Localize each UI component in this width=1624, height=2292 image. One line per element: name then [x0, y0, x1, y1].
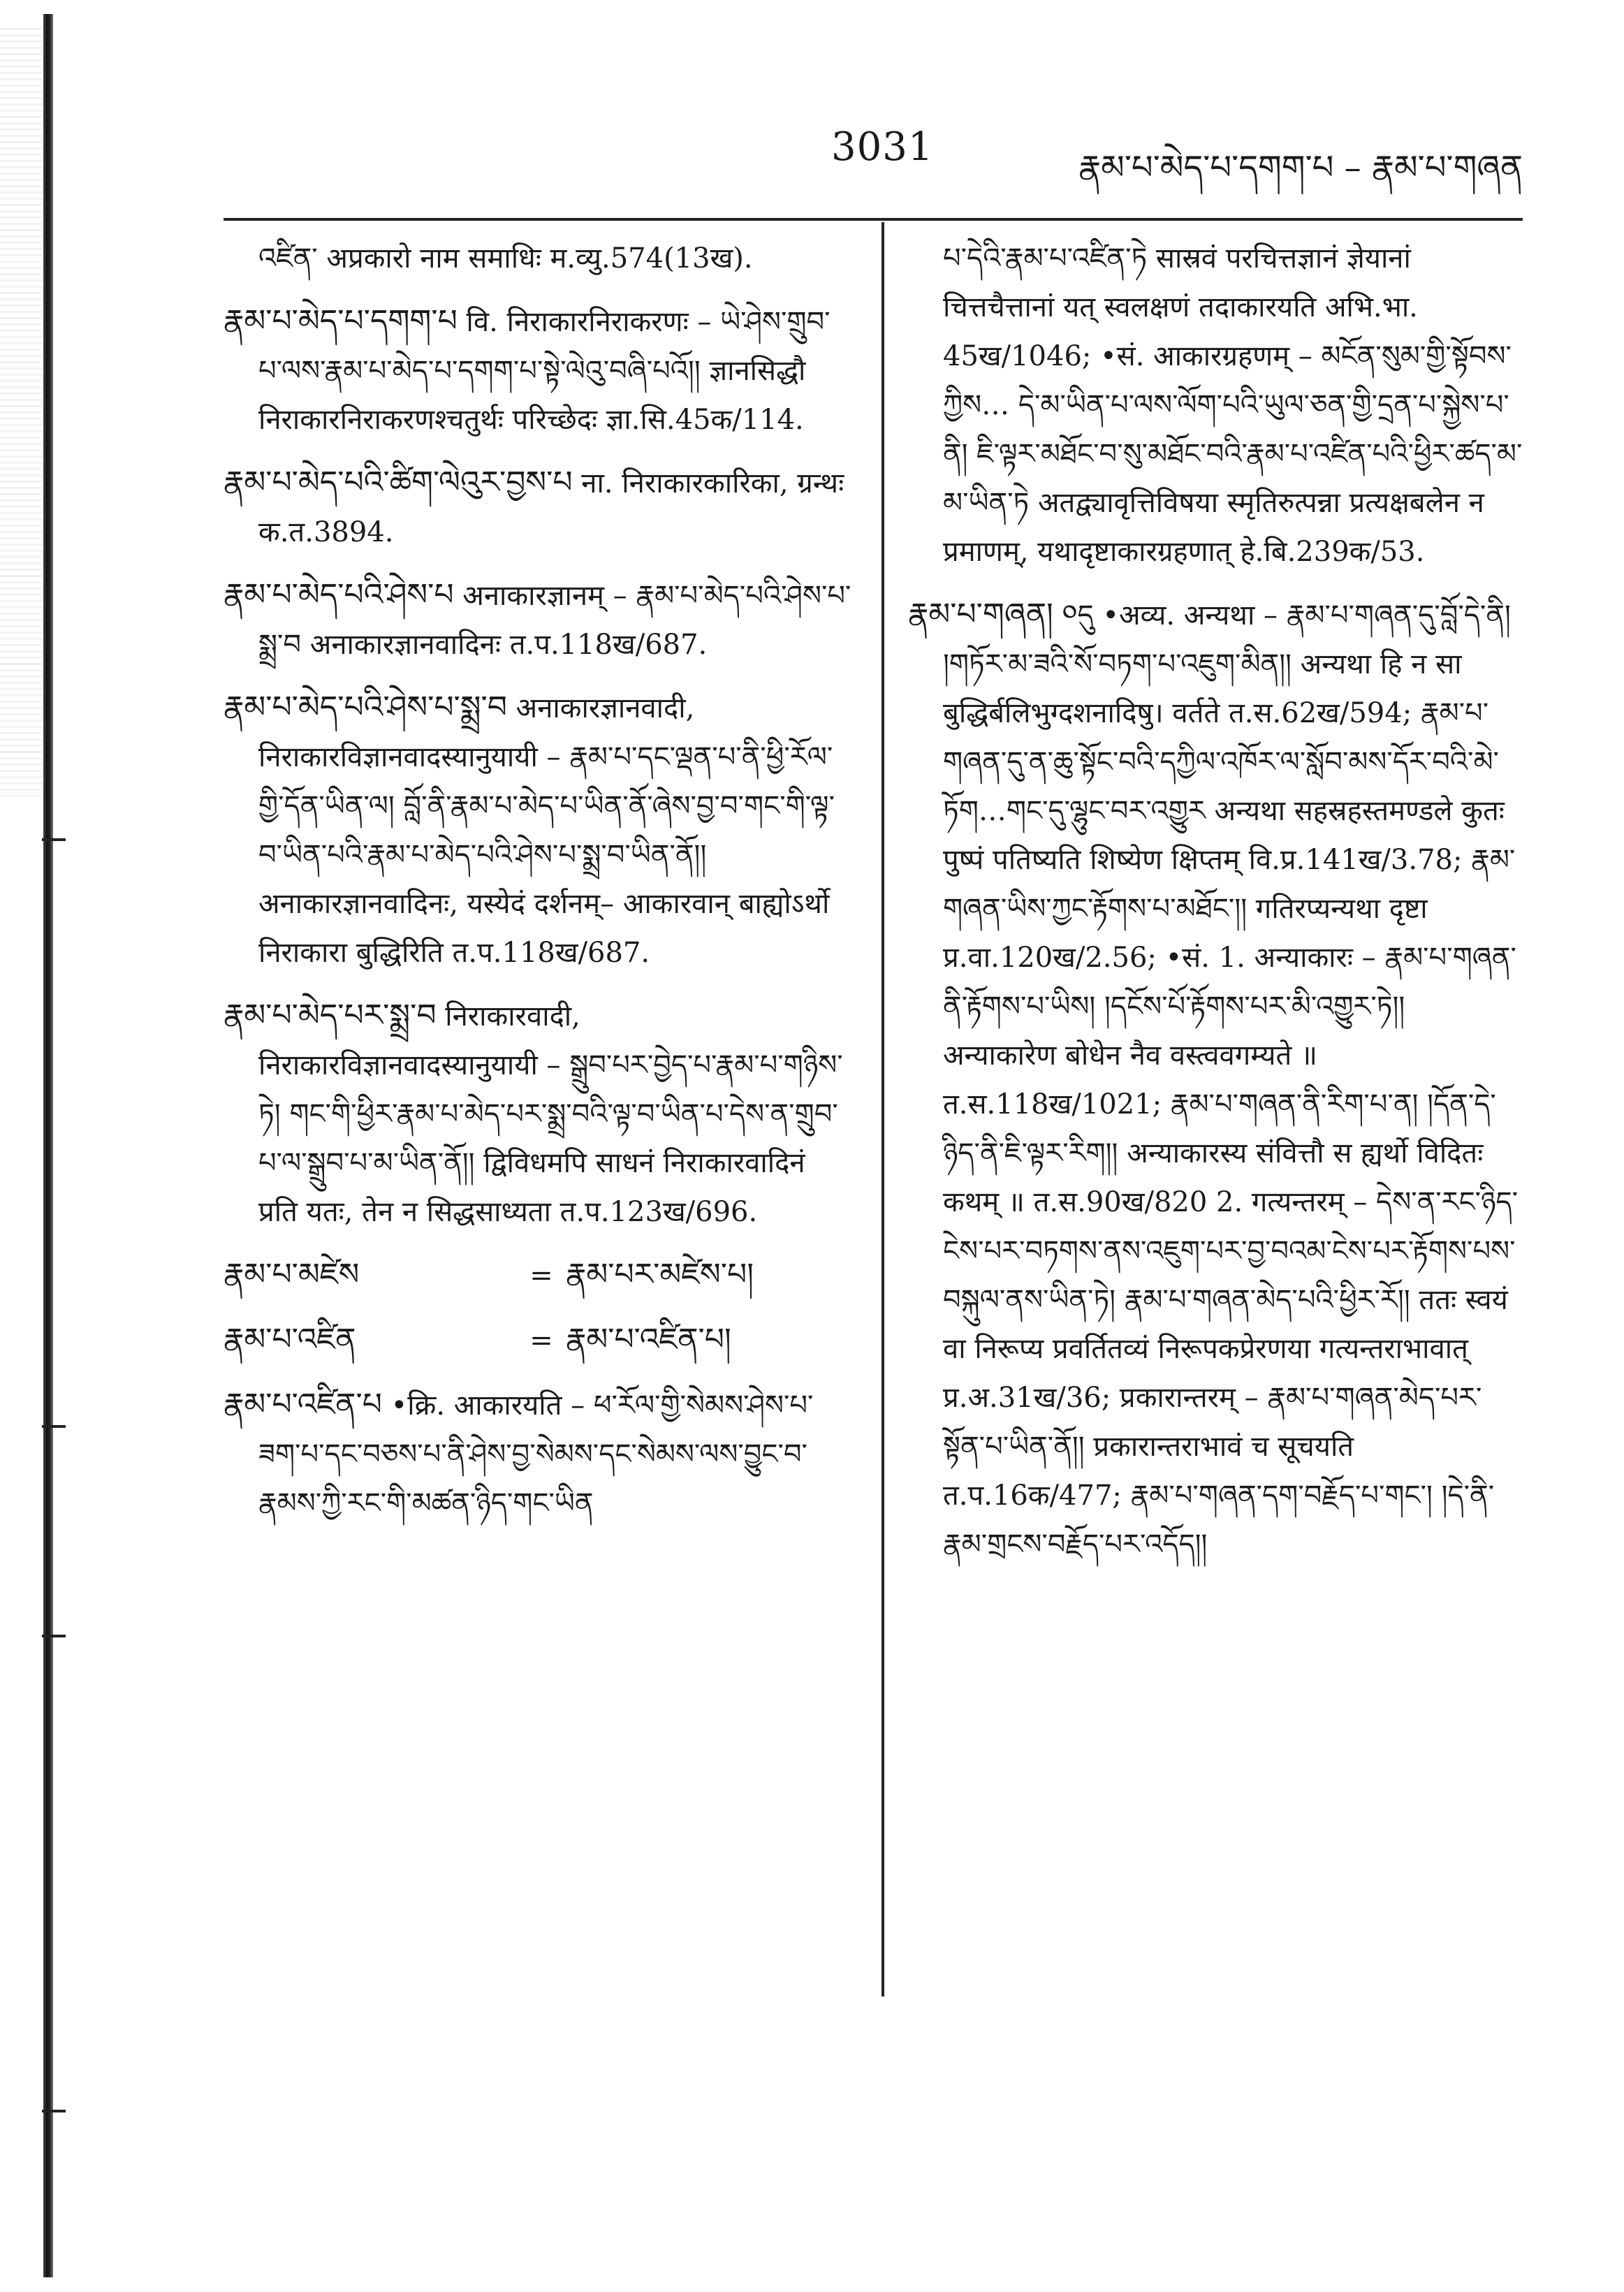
entry-headword: རྣམ་པ་མེད་པའི་ཚིག་ལེའུར་བྱས་པ — [224, 465, 573, 500]
right-column — [908, 234, 1523, 1583]
equivalence-right: རྣམ་པར་མཛེས་པ། — [566, 1257, 754, 1292]
page-number: 3031 — [831, 124, 934, 170]
scan-smudge — [0, 28, 42, 796]
page-header — [224, 112, 1523, 189]
equivalence-sign: = — [529, 1260, 553, 1292]
binding-spine — [43, 14, 53, 2277]
entry-continuation — [908, 234, 1523, 576]
left-column — [224, 234, 852, 1542]
dictionary-entry — [224, 1380, 852, 1528]
dictionary-entry — [224, 297, 852, 444]
entry-text: པ་དེའི་རྣམ་པ་འཛིན་ཏེ सास्रवं परचित्तज्ञानं ज्ञेयानां चित्तचैत्तानां यत् स्वलक्षणं तदाकारयति अभि.भा. 45ख/1046; •सं. आकारग्रहणम् – མངོན་སུམ་གྱི་སྟོབས་ཀྱིས… དེ་མ་ཡིན་པ་ལས་ལོག་པའི་ཡུལ་ཅན་གྱི་དྲན་པ་སྐྱེས་པ་ནི། ཇི་ལྟར་མཐོང་བ་སུ་མཐོང་བའི་རྣམ་པ་འཛིན་པའི་ཕྱིར་ཚད་མ་མ་ཡིན་ཏེ अतद्व्यावृत्तिविषया स्मृतिरुत्पन्ना प्रत्यक्षबलेन न प्रमाणम्, यथादृष्टाकारग्रहणात् हे.बि.239क/53. — [943, 242, 1523, 568]
entry-text: अनाकारज्ञानम् – རྣམ་པ་མེད་པའི་ཤེས་པ་སྨྲ་བ अनाकारज्ञानवादिनः त.प.118ख/687. — [258, 580, 851, 661]
binding-mark — [42, 838, 66, 841]
binding-mark — [42, 1635, 66, 1637]
entry-text: ༠དུ •अव्य. अन्यथा – རྣམ་པ་གཞན་དུ་བློ་དེ་ནི། །གཏོར་མ་ཟའི་སོ་བཏག་པ་འཇུག་མིན།། अन्यथा हि न सा बुद्धिर्बलिभुग्दशनादिषु। वर्तते त.स.62ख/594; རྣམ་པ་གཞན་དུ་ན་ཆུ་སྟོང་བའི་དཀྱིལ་འཁོར་ལ་སློབ་མས་དོར་བའི་མེ་ཏོག…གང་དུ་ལྷུང་བར་འགྱུར अन्यथा सहस्रहस्तमण्डले कुतः पुष्पं पतिष्यति शिष्येण क्षिप्तम् वि.प्र.141ख/3.78; རྣམ་གཞན་ཡིས་ཀྱང་རྟོགས་པ་མཐོང་།། गतिरप्यन्यथा दृष्टा प्र.वा.120ख/2.56; •सं. 1. अन्याकारः – རྣམ་པ་གཞན་ནི་རྟོགས་པ་ཡིས། །དངོས་པོ་རྟོགས་པར་མི་འགྱུར་ཏེ།། अन्याकारेण बोधेन नैव वस्त्ववगम्यते ॥ त.स.118ख/1021; རྣམ་པ་གཞན་ནི་རིག་པ་ན། །དོན་དེ་ཉིད་ནི་ཇི་ལྟར་རིག།། अन्याकारस्य संवित्तौ स ह्यर्थो विदितः कथम् ॥ त.स.90ख/820 2. गत्यन्तरम् – དེས་ན་རང་ཉིད་ངེས་པར་བཏགས་ནས་འཇུག་པར་བྱ་བའམ་ངེས་པར་རྟོགས་པས་བསྐུལ་ནས་ཡིན་ཏེ། རྣམ་པ་གཞན་མེད་པའི་ཕྱིར་རོ།། ततः स्वयं वा निरूप्य प्रवर्तितव्यं निरूपकप्रेरणया गत्यन्तराभावात् प्र.अ.31ख/36; प्रकारान्तरम् – རྣམ་པ་གཞན་མེད་པར་སྟོན་པ་ཡིན་ནོ།། प्रकारान्तराभावं च सूचयति त.प.16क/477; རྣམ་པ་གཞན་དག་བརྗོད་པ་གང་། །དེ་ནི་རྣམ་གྲངས་བརྗོད་པར་འདོད།། — [943, 599, 1519, 1561]
entry-text: འཛིན་ अप्रकारो नाम समाधिः म.व्यु.574(13ख). — [258, 242, 753, 275]
dictionary-entry — [224, 571, 852, 669]
header-rule — [224, 218, 1523, 221]
entry-text: •क्रि. आकारयति – ཕ་རོལ་གྱི་སེམས་ཤེས་པ་ཟག་པ་དང་བཅས་པ་ནི་ཤེས་བྱ་སེམས་དང་སེམས་ལས་བྱུང་བ་རྣམས་ཀྱི་རང་གི་མཚན་ཉིད་གང་ཡིན — [258, 1389, 814, 1519]
entry-headword: རྣམ་པ་མེད་པར་སྨྲ་བ — [224, 998, 437, 1033]
entry-text: वि. निराकारनिराकरणः – ཡེ་ཤེས་གྲུབ་པ་ལས་རྣམ་པ་མེད་པ་དགག་པ་སྟེ་ལེའུ་བཞི་པའོ།། ज्ञानसिद्धौ निराकारनिराकरणश्चतुर्थः परिच्छेदः ज्ञा.सि.45क/114. — [258, 306, 831, 436]
binding-mark — [42, 1425, 66, 1428]
running-head: རྣམ་པ་མེད་པ་དགག་པ – རྣམ་པ་གཞན — [1078, 148, 1523, 187]
entry-text: अनाकारज्ञानवादी, निराकारविज्ञानवादस्यानुयायी – རྣམ་པ་དང་ལྡན་པ་ནི་ཕྱི་རོལ་གྱི་དོན་ཡིན་ལ། བློ་ནི་རྣམ་པ་མེད་པ་ཡིན་ནོ་ཞེས་བྱ་བ་གང་གི་ལྟ་བ་ཡིན་པའི་རྣམ་པ་མེད་པའི་ཤེས་པ་སྨྲ་བ་ཡིན་ནོ།། अनाकारज्ञानवादिनः, यस्येदं दर्शनम्– आकारवान् बाह्योऽर्थो निराकारा बुद्धिरिति त.प.118ख/687. — [258, 692, 835, 969]
entry-headword: རྣམ་པ་མེད་པ་དགག་པ — [224, 303, 458, 339]
entry-headword: རྣམ་པ་གཞན། — [908, 597, 1053, 632]
dictionary-entry — [224, 683, 852, 977]
dictionary-entry — [224, 991, 852, 1236]
book-binding-edge — [0, 0, 63, 2292]
equivalence-row — [224, 1315, 852, 1365]
binding-mark — [42, 2110, 66, 2112]
dictionary-entry — [908, 590, 1523, 1569]
entry-headword: རྣམ་པ་མེད་པའི་ཤེས་པ — [224, 577, 454, 613]
entry-headword: རྣམ་པ་མེད་པའི་ཤེས་པ་སྨྲ་བ — [224, 689, 507, 725]
entry-headword: རྣམ་པ་འཛིན་པ — [224, 1387, 382, 1422]
equivalence-row — [224, 1250, 852, 1300]
dictionary-entry — [224, 458, 852, 557]
column-divider — [882, 222, 884, 1997]
equivalence-sign: = — [529, 1324, 553, 1357]
entry-continuation — [224, 234, 852, 283]
equivalence-right: རྣམ་པ་འཛིན་པ། — [566, 1322, 731, 1357]
entry-text: निराकारवादी, निराकारविज्ञानवादस्यानुयायी – སྒྲུབ་པར་བྱེད་པ་རྣམ་པ་གཉིས་ཏེ། གང་གི་ཕྱིར་རྣམ་པ་མེད་པར་སྨྲ་བའི་ལྟ་བ་ཡིན་པ་དེས་ན་གྲུབ་པ་ལ་སྒྲུབ་པ་མ་ཡིན་ནོ།། द्विविधमपि साधनं निराकारवादिनं प्रति यतः, तेन न सिद्धसाध्यता त.प.123ख/696. — [258, 1000, 843, 1228]
equivalence-left: རྣམ་པ་མཛེས — [224, 1257, 360, 1292]
entry-text: ना. निराकारकारिका, ग्रन्थः क.त.3894. — [258, 467, 844, 548]
equivalence-left: རྣམ་པ་འཛིན — [224, 1322, 356, 1357]
